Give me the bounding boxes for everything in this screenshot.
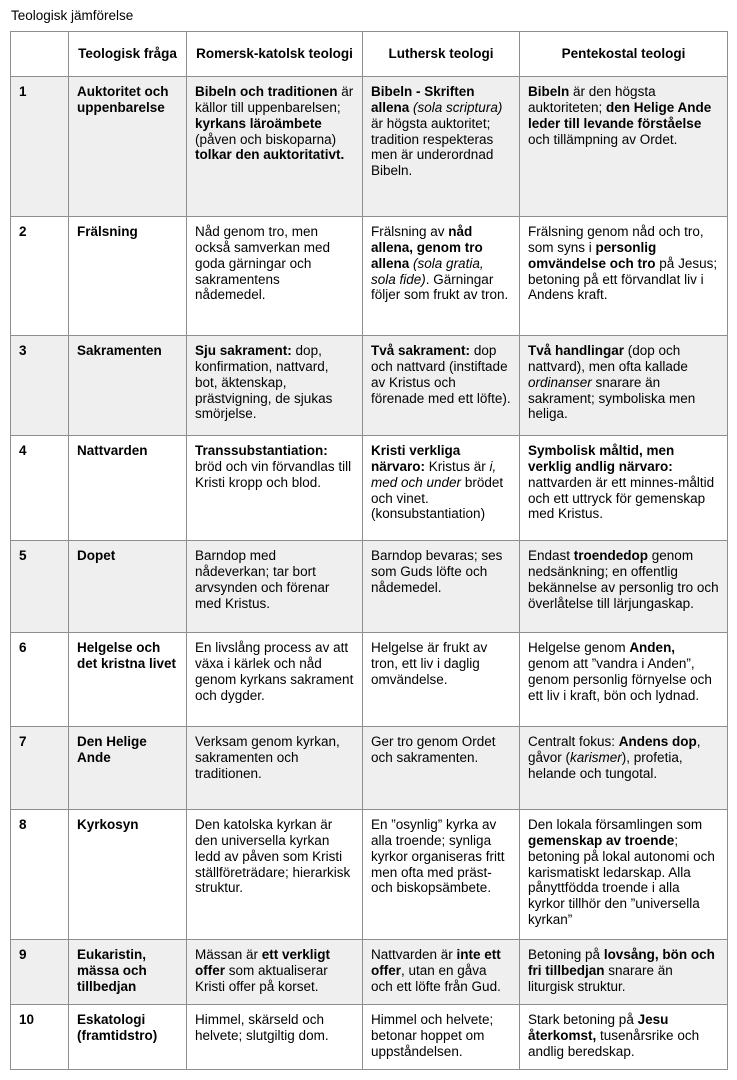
text-segment: En livslång process av att växa i kärlek och nåd genom kyrkans sakrament och dygder.: [195, 640, 354, 703]
text-segment: är den högsta auktoriteten;: [528, 84, 656, 115]
cell-question: Nattvarden: [69, 436, 187, 541]
text-segment: Två sakrament:: [371, 343, 471, 359]
table-row: [11, 633, 728, 727]
text-segment: Den katolska kyrkan är den universella kyrkan ledd av påven som Kristi ställföreträdare; hierarkisk struktur.: [195, 817, 351, 896]
cell-pentecostal: [520, 436, 728, 541]
comparison-table: [10, 31, 728, 1070]
text-segment: Andens dop: [618, 734, 697, 750]
row-number: 7: [11, 727, 69, 810]
cell-lutheran: [363, 633, 520, 727]
cell-catholic: [187, 940, 363, 1005]
row-number: 9: [11, 940, 69, 1005]
text-segment: Frälsning av: [371, 224, 449, 240]
table-row: [11, 541, 728, 633]
cell-catholic: [187, 541, 363, 633]
text-segment: är högsta auktoritet; tradition respekteras men är underordnad Bibeln.: [371, 115, 494, 179]
text-segment: Centralt fokus:: [528, 734, 619, 750]
text-segment: Sju sakrament:: [195, 343, 292, 359]
text-segment: Bibeln - Skriften allena: [371, 84, 475, 115]
cell-lutheran: [363, 541, 520, 633]
cell-lutheran: [363, 1005, 520, 1070]
text-segment: som aktualiserar Kristi offer på korset.: [195, 962, 328, 994]
row-number: 4: [11, 436, 69, 541]
text-segment: Kristi verkliga närvaro:: [371, 443, 461, 474]
table-row: [11, 810, 728, 940]
table-row: [11, 77, 728, 217]
cell-question: Sakramenten: [69, 336, 187, 436]
cell-catholic: [187, 436, 363, 541]
cell-catholic: [187, 336, 363, 436]
text-segment: gemenskap av troende: [528, 832, 675, 848]
text-segment: på Jesus; betoning på ett förvandlat liv i Andens kraft.: [528, 255, 718, 303]
text-segment: Betoning på: [528, 947, 604, 963]
table-row: [11, 727, 728, 810]
page-title: Teologisk jämförelse: [11, 8, 134, 23]
cell-pentecostal: [520, 336, 728, 436]
text-segment: och tillämpning av Ordet.: [528, 131, 678, 147]
text-segment: Mässan är: [195, 947, 262, 963]
text-segment: . Gärningar följer som frukt av tron.: [371, 271, 509, 303]
text-segment: Helgelse är frukt av tron, ett liv i daglig omvändelse.: [371, 640, 488, 687]
text-segment: Anden,: [629, 640, 676, 656]
cell-pentecostal: [520, 217, 728, 336]
text-segment: , utan en gåva och ett löfte från Gud.: [371, 962, 501, 994]
cell-question: Eskatologi (framtidstro): [69, 1005, 187, 1070]
header-row: [11, 32, 728, 77]
cell-lutheran: [363, 77, 520, 217]
row-number: 10: [11, 1005, 69, 1070]
text-segment: i, med och under: [371, 458, 497, 490]
text-segment: lovsång, bön och fri tillbedjan: [528, 947, 715, 978]
text-segment: brödet och vinet. (konsubstantiation): [371, 474, 504, 522]
cell-lutheran: [363, 940, 520, 1005]
text-segment: ), profetia, helande och tungotal.: [528, 749, 683, 781]
cell-pentecostal: [520, 541, 728, 633]
text-segment: Den lokala församlingen som: [528, 817, 703, 833]
row-number: 2: [11, 217, 69, 336]
column-header-0: [11, 32, 69, 77]
text-segment: tolkar den auktoritativt.: [195, 147, 345, 163]
cell-catholic: [187, 217, 363, 336]
column-header-4: Pentekostal teologi: [520, 32, 728, 77]
cell-catholic: [187, 810, 363, 940]
cell-pentecostal: [520, 633, 728, 727]
cell-pentecostal: [520, 1005, 728, 1070]
text-segment: kyrkans läroämbete: [195, 115, 322, 131]
table-row: [11, 940, 728, 1005]
text-segment: (sola gratia, sola fide): [371, 255, 484, 287]
text-segment: är källor till uppenbarelsen;: [195, 84, 354, 115]
cell-catholic: [187, 727, 363, 810]
text-segment: dop, konfirmation, nattvard, bot, äktenskap, prästvigning, de sjukas smörjelse.: [195, 343, 333, 422]
row-number: 1: [11, 77, 69, 217]
text-segment: karismer: [570, 749, 622, 765]
text-segment: Jesu återkomst,: [528, 1012, 669, 1043]
cell-lutheran: [363, 436, 520, 541]
cell-question: Dopet: [69, 541, 187, 633]
text-segment: Himmel och helvete; betonar hoppet om uppståndelsen.: [371, 1012, 494, 1059]
text-segment: Nattvarden är: [371, 947, 457, 963]
cell-pentecostal: [520, 727, 728, 810]
text-segment: troendedop: [573, 548, 649, 564]
text-segment: Bibeln och traditionen: [195, 84, 338, 100]
text-segment: Transsubstantiation:: [195, 443, 328, 459]
cell-lutheran: [363, 727, 520, 810]
text-segment: Nåd genom tro, men också samverkan med goda gärningar och sakramentens nådemedel.: [195, 224, 331, 303]
cell-pentecostal: [520, 77, 728, 217]
cell-catholic: [187, 77, 363, 217]
text-segment: ett verkligt offer: [195, 947, 331, 978]
text-segment: den Helige Ande leder till levande förståelse: [528, 99, 712, 131]
cell-catholic: [187, 1005, 363, 1070]
table-body: [11, 77, 728, 1070]
text-segment: Barndop med nådeverkan; tar bort arvsynden och förenar med Kristus.: [195, 548, 330, 611]
cell-question: Auktoritet och uppenbarelse: [69, 77, 187, 217]
cell-lutheran: [363, 810, 520, 940]
text-segment: tusenårsrike och andlig beredskap.: [528, 1027, 700, 1059]
text-segment: nåd allena, genom tro allena: [371, 224, 483, 271]
text-segment: Barndop bevaras; ses som Guds löfte och nådemedel.: [371, 548, 503, 595]
text-segment: snarare än liturgisk struktur.: [528, 962, 673, 994]
text-segment: , gåvor (: [528, 734, 701, 765]
text-segment: personlig omvändelse och tro: [528, 239, 657, 271]
text-segment: Två handlingar: [528, 343, 625, 359]
text-segment: genom nedsänkning; en offentlig bekännelse av personlig tro och överlåtelse till lärjungaskap.: [528, 548, 719, 611]
cell-question: Frälsning: [69, 217, 187, 336]
text-segment: (påven och biskoparna): [195, 131, 337, 147]
text-segment: En ”osynlig” kyrka av alla troende; synliga kyrkor organiseras fritt men ofta med präst- och biskopsämbete.: [371, 817, 505, 896]
text-segment: genom att ”vandra i Anden”, genom personlig förnyelse och ett liv i kraft, bön och lydnad.: [528, 655, 712, 703]
row-number: 5: [11, 541, 69, 633]
row-number: 8: [11, 810, 69, 940]
text-segment: (dop och nattvard), men ofta kallade: [528, 343, 688, 374]
row-number: 3: [11, 336, 69, 436]
cell-pentecostal: [520, 940, 728, 1005]
table-row: [11, 1005, 728, 1070]
cell-catholic: [187, 633, 363, 727]
cell-question: Den Helige Ande: [69, 727, 187, 810]
text-segment: Frälsning genom nåd och tro, som syns i: [528, 224, 704, 255]
text-segment: bröd och vin förvandlas till Kristi kropp och blod.: [195, 458, 352, 490]
table-row: [11, 217, 728, 336]
text-segment: Ger tro genom Ordet och sakramenten.: [371, 734, 496, 765]
table-row: [11, 436, 728, 541]
text-segment: Kristus är: [425, 458, 490, 474]
text-segment: Verksam genom kyrkan, sakramenten och traditionen.: [195, 734, 340, 781]
text-segment: Symbolisk måltid, men verklig andlig närvaro:: [528, 443, 675, 474]
cell-question: Helgelse och det kristna livet: [69, 633, 187, 727]
column-header-2: Romersk-katolsk teologi: [187, 32, 363, 77]
text-segment: ; betoning på lokal autonomi och karismatiskt ledarskap. Alla pånyttfödda troende i alla kyrkor tillhör den ”universella kyrkan”: [528, 832, 715, 927]
text-segment: Helgelse genom: [528, 640, 630, 656]
text-segment: ordinanser: [528, 374, 592, 390]
text-segment: nattvarden är ett minnes-måltid och ett uttryck för gemenskap med Kristus.: [528, 474, 715, 522]
cell-lutheran: [363, 217, 520, 336]
row-number: 6: [11, 633, 69, 727]
text-segment: Himmel, skärseld och helvete; slutgiltig dom.: [195, 1012, 329, 1043]
table-row: [11, 336, 728, 436]
cell-question: Kyrkosyn: [69, 810, 187, 940]
cell-question: Eukaristin, mässa och tillbedjan: [69, 940, 187, 1005]
text-segment: dop och nattvard (instiftade av Kristus och förenade med ett löfte).: [371, 343, 511, 406]
text-segment: Endast: [528, 548, 574, 564]
cell-pentecostal: [520, 810, 728, 940]
column-header-3: Luthersk teologi: [363, 32, 520, 77]
column-header-1: Teologisk fråga: [69, 32, 187, 77]
text-segment: snarare än sakrament; symboliska men heliga.: [528, 374, 696, 422]
text-segment: Bibeln: [528, 84, 570, 100]
text-segment: Stark betoning på: [528, 1012, 638, 1028]
text-segment: (sola scriptura): [413, 99, 503, 115]
cell-lutheran: [363, 336, 520, 436]
text-segment: inte ett offer: [371, 947, 501, 978]
